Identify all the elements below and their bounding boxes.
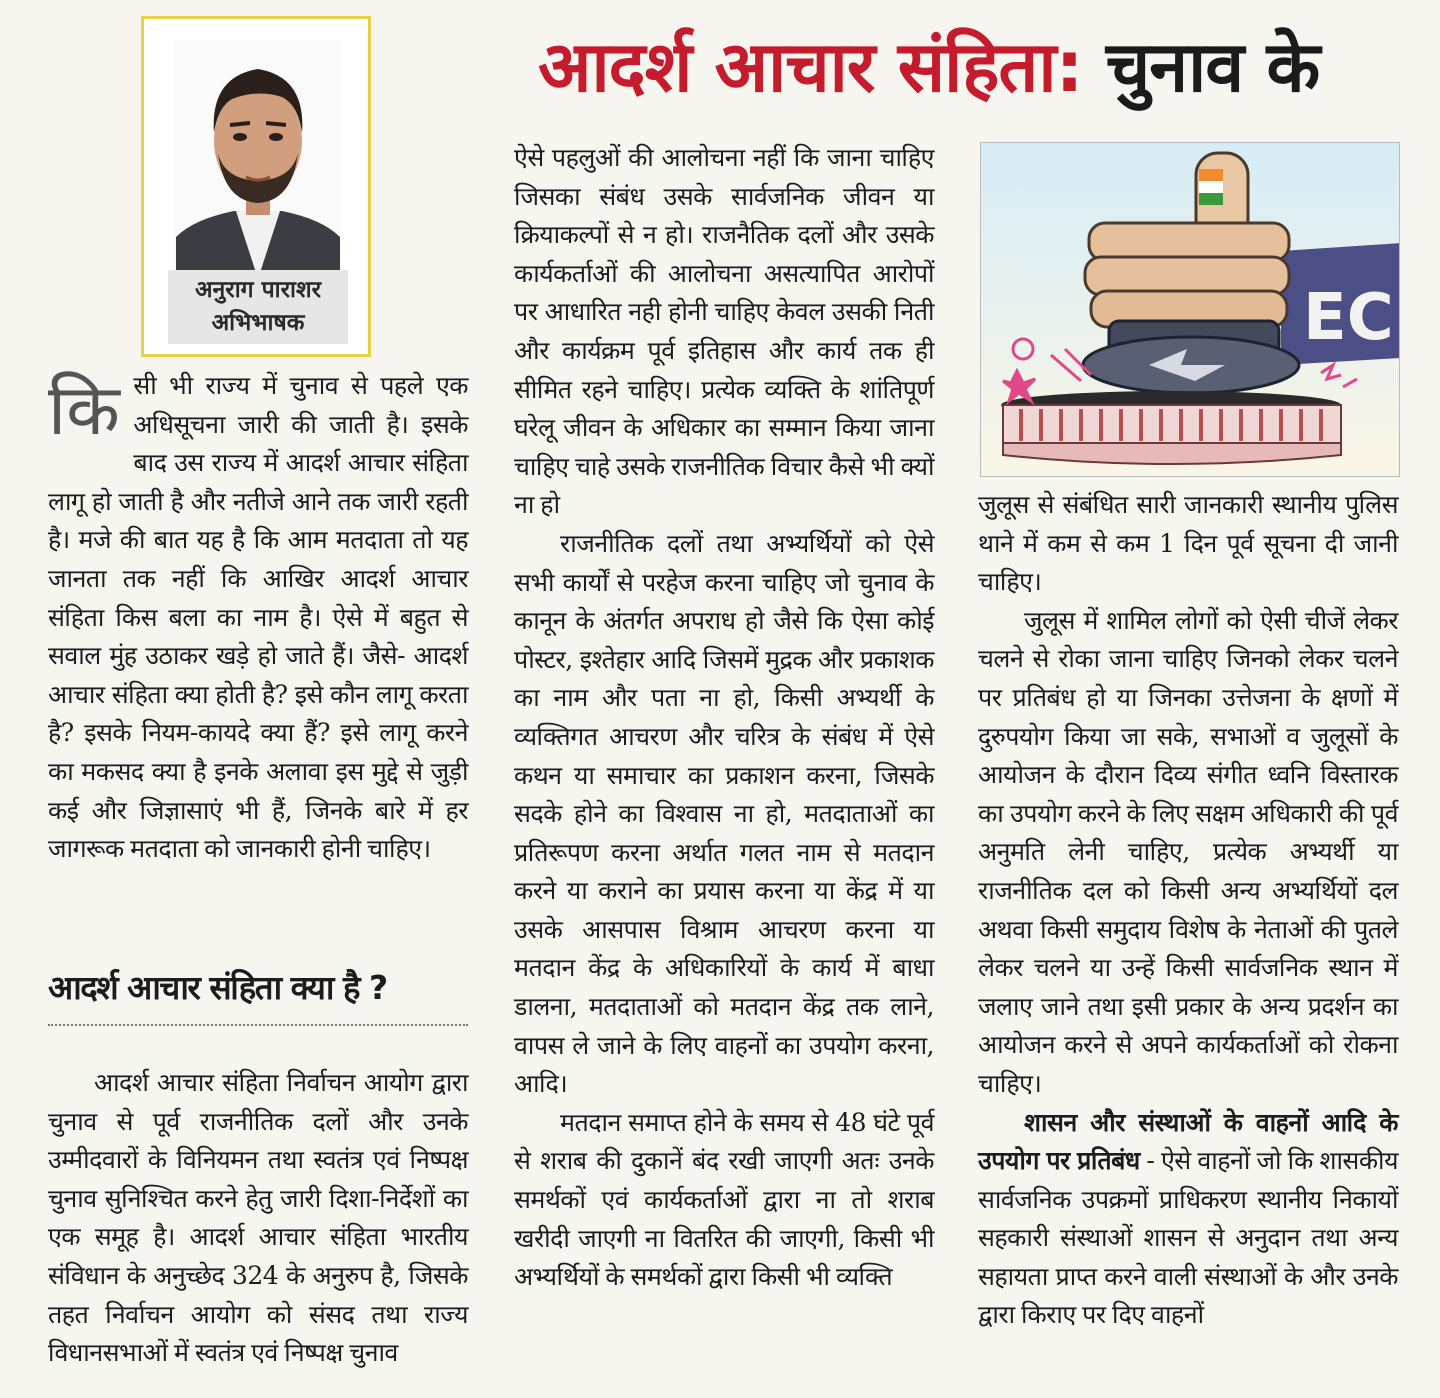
author-role: अभिभाषक — [211, 310, 305, 336]
col3-paragraph-2: जुलूस में शामिल लोगों को ऐसी चीजें लेकर चलने से रोका जाना चाहिए जिनको लेकर चलने पर प्रतिबंध हो या जिनका उत्तेजना के क्षणों में दुरुपयोग किया जा सके, सभाओं व जुलूसों के आयोजन के दौरान दिव्य संगीत ध्वनि विस्तारक का उपयोग करने के लिए सक्षम अधिकारी की पूर्व अनुमति लेनी चाहिए, प्रत्येक अभ्यर्थी या राजनीतिक दल को किसी अन्य अभ्यर्थियों दल अथवा किसी समुदाय विशेष के नेताओं की पुतले लेकर चलने या उन्हें किसी सार्वजनिक स्थान में जलाए जाने तथा इसी प्रकार के अन्य प्रदर्शन का आयोजन करने से अपने कार्यकर्ताओं को रोकना चाहिए। — [978, 605, 1398, 1098]
col3-paragraph-3 — [978, 1104, 1398, 1336]
column-1-body — [48, 1064, 468, 1373]
rubber-stamp — [1083, 321, 1299, 393]
author-box — [141, 16, 371, 357]
col3-paragraph-3-text: - ऐसे वाहनों जो कि शासकीय सार्वजनिक उपक्रमों प्राधिकरण स्थानीय निकायों सहकारी संस्थाओं शासन से अनुदान तथा अन्य सहायता प्राप्त करने वाली संस्थाओं के और उनके द्वारा किराए पर दिए वाहनों — [978, 1146, 1398, 1330]
author-caption — [168, 270, 348, 344]
col3-bold-lead: शासन और संस्थाओं के वाहनों आदि के उपयोग पर प्रतिबंध — [978, 1107, 1398, 1176]
dotted-divider — [48, 1024, 468, 1026]
editorial-cartoon — [980, 142, 1400, 477]
col2-paragraph-2: राजनीतिक दलों तथा अभ्यर्थियों को ऐसे सभी कार्यों से परहेज करना चाहिए जो चुनाव के कानून के अंतर्गत अपराध हो जैसे कि ऐसा कोई पोस्टर, इश्तेहार आदि जिसमें मुद्रक और प्रकाशक का नाम और पता ना हो, किसी अभ्यर्थी के व्यक्तिगत आचरण और चरित्र के संबंध में ऐसे कथन या समाचार का प्रकाशन करना, जिसके सदके होने का विश्वास ना हो, मतदाताओं का प्रतिरूपण करना अर्थात गलत नाम से मतदान करने या कराने का प्रयास करना या केंद्र में या उसके आसपास विश्राम आचरण करना या मतदान केंद्र के अधिकारियों के कार्य में बाधा डालना, मतदाताओं को मतदान केंद्र तक लाने, वापस ले जाने के लिए वाहनों का उपयोग करना, आदि। — [514, 528, 934, 1099]
author-photo — [174, 41, 342, 279]
column-3 — [978, 486, 1398, 1335]
drop-cap: कि — [48, 369, 120, 451]
author-name: अनुराग पाराशर — [194, 277, 322, 303]
parliament-building — [1001, 391, 1341, 464]
ec-label: EC — [1303, 281, 1394, 355]
headline-red: आदर्श आचार संहिता: — [538, 26, 1083, 108]
headline — [538, 20, 1440, 115]
cartoon-illustration — [981, 143, 1400, 477]
definition-paragraph: आदर्श आचार संहिता निर्वाचन आयोग द्वारा चुनाव से पूर्व राजनीतिक दलों और उनके उम्मीदवारों के विनियमन तथा स्वतंत्र एवं निष्पक्ष चुनाव सुनिश्चित करने हेतु जारी दिशा-निर्देशों का एक समूह है। आदर्श आचार संहिता भारतीय संविधान के अनुच्छेद 324 के अनुरुप है, जिसके तहत निर्वाचन आयोग को संसद तथा राज्य विधानसभाओं में स्वतंत्र एवं निष्पक्ष चुनाव — [48, 1068, 468, 1368]
section-subheading: आदर्श आचार संहिता क्या है ? — [48, 968, 387, 1007]
intro-paragraph: सी भी राज्य में चुनाव से पहले एक अधिसूचना जारी की जाती है। इसके बाद उस राज्य में आदर्श आचार संहिता लागू हो जाती है और नतीजे आने तक जारी रहती है। मजे की बात यह है कि आम मतदाता तो यह जानता तक नहीं कि आखिर आदर्श आचार संहिता किस बला का नाम है। ऐसे में बहुत से सवाल मुंह उठाकर खड़े हो जाते हैं। जैसे- आदर्श आचार संहिता क्या होती है? इसे कौन लागू करता है? इसके नियम-कायदे क्या हैं? इसे लागू करने का मकसद क्या है इनके अलावा इस मुद्दे से जुड़ी कई और जिज्ञासाएं भी हैं, जिनके बारे में हर जागरूक मतदाता को जानकारी होनी चाहिए। — [48, 371, 468, 864]
headline-dark: चुनाव के — [1105, 26, 1320, 108]
column-1-intro — [48, 367, 468, 869]
column-2 — [514, 139, 934, 1297]
col2-paragraph-1: ऐसे पहलुओं की आलोचना नहीं कि जाना चाहिए जिसका संबंध उसके सार्वजनिक जीवन या क्रियाकल्पों से न हो। राजनैतिक दलों और उसके कार्यकर्ताओं की आलोचना असत्यापित आरोपों पर आधारित नही होनी चाहिए केवल उसकी निती और कार्यक्रम पूर्व इतिहास और कार्य तक ही सीमित रहने चाहिए। प्रत्येक व्यक्ति के शांतिपूर्ण घरेलू जीवन के अधिकार का सम्मान किया जाना चाहिए चाहे उसके राजनीतिक विचार कैसे भी क्यों ना हो — [514, 143, 934, 520]
col2-paragraph-3: मतदान समाप्त होने के समय से 48 घंटे पूर्व से शराब की दुकानें बंद रखी जाएगी अतः उनके समर्थकों एवं कार्यकर्ताओं द्वारा ना तो शराब खरीदी जाएगी ना वितरित की जाएगी, किसी भी अभ्यर्थियों के समर्थकों द्वारा किसी भी व्यक्ति — [514, 1107, 934, 1292]
col3-paragraph-1: जुलूस से संबंधित सारी जानकारी स्थानीय पुलिस थाने में कम से कम 1 दिन पूर्व सूचना दी जानी चाहिए। — [978, 490, 1398, 597]
